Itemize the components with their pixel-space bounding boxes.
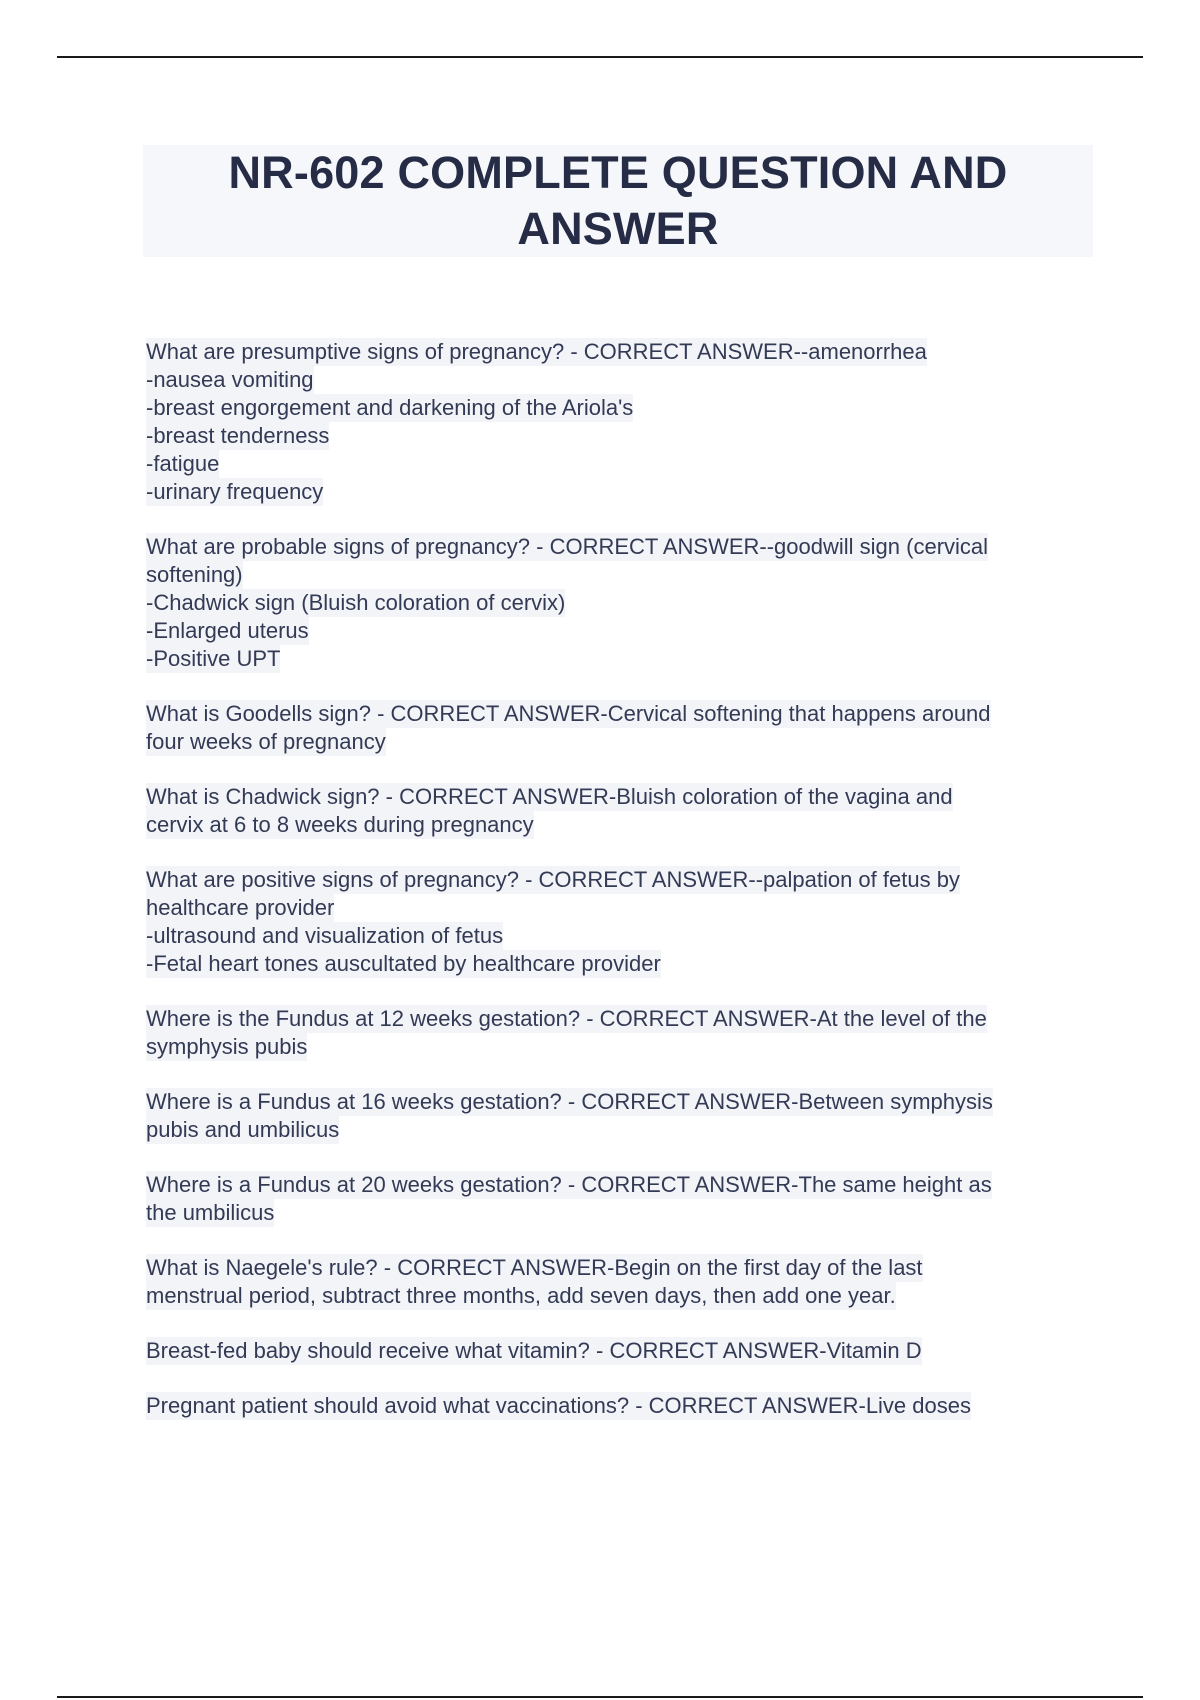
qa-line: What is Goodells sign? - CORRECT ANSWER-Cervical softening that happens around: [146, 701, 991, 726]
qa-line: menstrual period, subtract three months, add seven days, then add one year.: [146, 1283, 896, 1308]
page-title: [228, 145, 1007, 257]
qa-line: four weeks of pregnancy: [146, 729, 386, 754]
qa-line: -breast tenderness: [146, 423, 330, 448]
qa-line: What is Naegele's rule? - CORRECT ANSWER-Begin on the first day of the last: [146, 1255, 923, 1280]
qa-line: What are positive signs of pregnancy? - CORRECT ANSWER--palpation of fetus by: [146, 867, 960, 892]
qa-line: -Fetal heart tones auscultated by healthcare provider: [146, 951, 661, 976]
qa-item: [146, 866, 1086, 978]
qa-line: healthcare provider: [146, 895, 335, 920]
qa-item: [146, 1392, 1086, 1420]
qa-item: [146, 1254, 1086, 1310]
qa-line: Pregnant patient should avoid what vaccinations? - CORRECT ANSWER-Live doses: [146, 1393, 971, 1418]
qa-line: -urinary frequency: [146, 479, 324, 504]
qa-item: [146, 533, 1086, 673]
qa-line: -Chadwick sign (Bluish coloration of cervix): [146, 590, 566, 615]
qa-line: cervix at 6 to 8 weeks during pregnancy: [146, 812, 534, 837]
qa-line: Where is a Fundus at 20 weeks gestation? - CORRECT ANSWER-The same height as: [146, 1172, 992, 1197]
qa-line: What is Chadwick sign? - CORRECT ANSWER-Bluish coloration of the vagina and: [146, 784, 953, 809]
qa-item: [146, 1005, 1086, 1061]
qa-line: pubis and umbilicus: [146, 1117, 340, 1142]
qa-list: [146, 338, 1086, 1447]
qa-line: the umbilicus: [146, 1200, 275, 1225]
qa-line: -fatigue: [146, 451, 220, 476]
title-banner: [143, 145, 1093, 257]
qa-line: What are probable signs of pregnancy? - CORRECT ANSWER--goodwill sign (cervical: [146, 534, 989, 559]
qa-line: Where is a Fundus at 16 weeks gestation? - CORRECT ANSWER-Between symphysis: [146, 1089, 993, 1114]
qa-line: What are presumptive signs of pregnancy? - CORRECT ANSWER--amenorrhea: [146, 339, 927, 364]
bottom-divider: [57, 1696, 1143, 1698]
qa-line: symphysis pubis: [146, 1034, 308, 1059]
qa-item: [146, 338, 1086, 506]
qa-line: Breast-fed baby should receive what vitamin? - CORRECT ANSWER-Vitamin D: [146, 1338, 922, 1363]
qa-line: softening): [146, 562, 243, 587]
qa-item: [146, 700, 1086, 756]
qa-line: Where is the Fundus at 12 weeks gestation? - CORRECT ANSWER-At the level of the: [146, 1006, 987, 1031]
qa-line: -ultrasound and visualization of fetus: [146, 923, 504, 948]
title-line-1: NR-602 COMPLETE QUESTION AND: [228, 147, 1008, 198]
qa-line: -nausea vomiting: [146, 367, 314, 392]
qa-item: [146, 783, 1086, 839]
top-divider: [57, 56, 1143, 58]
qa-item: [146, 1171, 1086, 1227]
qa-line: -breast engorgement and darkening of the Ariola's: [146, 395, 634, 420]
qa-item: [146, 1337, 1086, 1365]
qa-line: -Positive UPT: [146, 646, 281, 671]
qa-line: -Enlarged uterus: [146, 618, 309, 643]
title-line-2: ANSWER: [517, 203, 719, 254]
qa-item: [146, 1088, 1086, 1144]
